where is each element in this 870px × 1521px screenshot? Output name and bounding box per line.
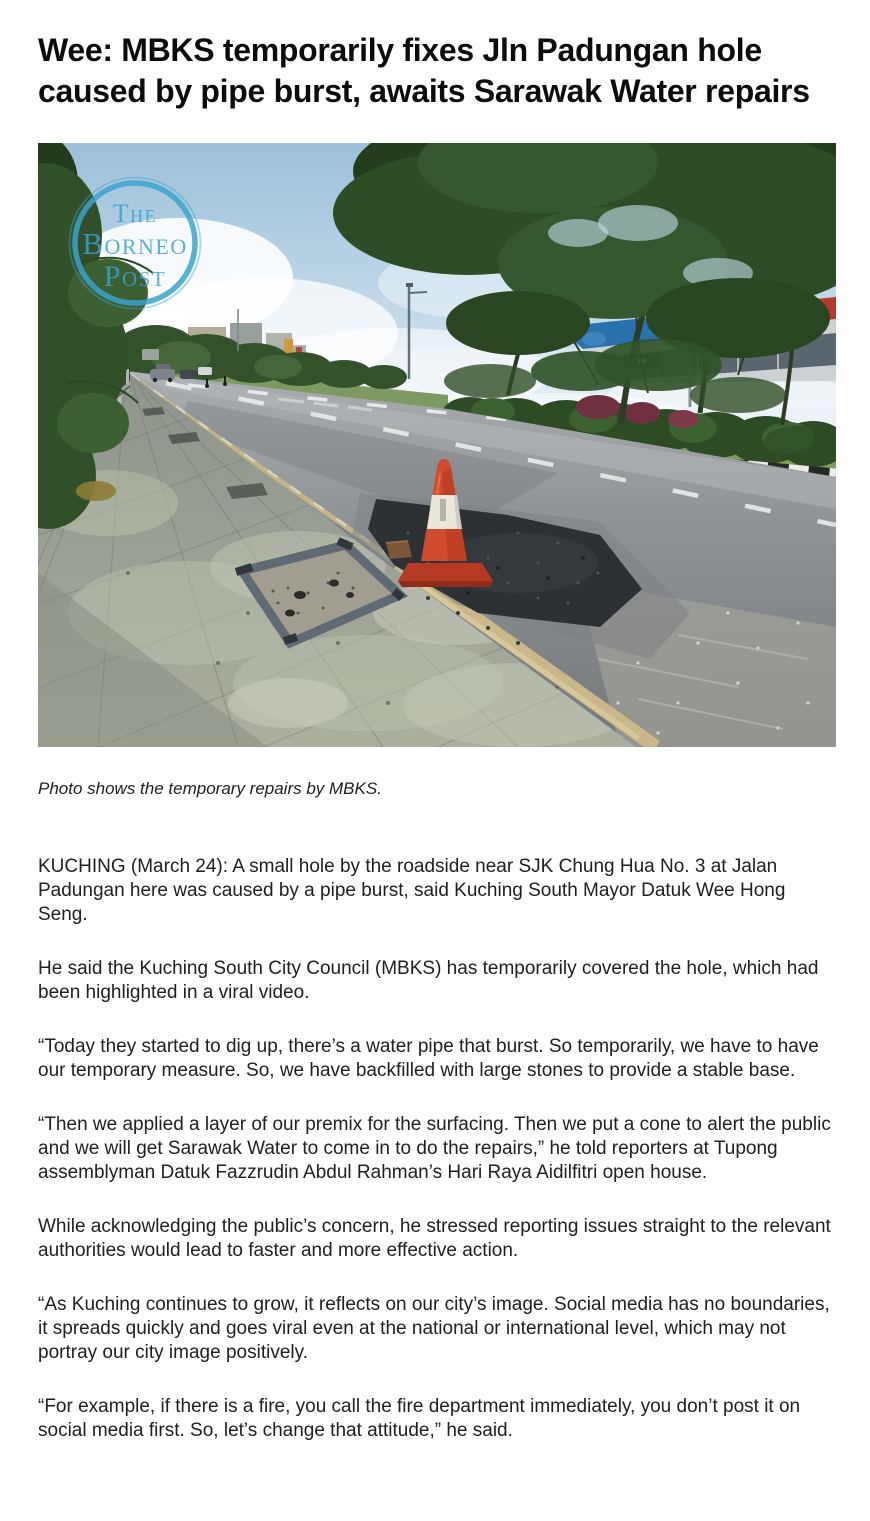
- article-paragraph: “Then we applied a layer of our premix for the surfacing. Then we put a cone to alert the public and we will get Sarawak Water to come in to do the repairs,” he told reporters at Tupong assemblyman Datuk Fazzrudin Abdul Rahman’s Hari Raya Aidilfitri open house.: [38, 1114, 831, 1183]
- article-paragraph: “For example, if there is a fire, you call the fire department immediately, you don’t post it on social media first. So, let’s change that attitude,” he said.: [38, 1396, 801, 1441]
- watermark-line-2: Borneo: [82, 226, 188, 261]
- article-paragraph: “As Kuching continues to grow, it reflects on our city’s image. Social media has no boundaries, it spreads quickly and goes viral even at the national or international level, which may not portray our city image positively.: [38, 1294, 830, 1363]
- photo-caption: Photo shows the temporary repairs by MBKS.: [38, 779, 382, 798]
- article-paragraph: “Today they started to dig up, there’s a water pipe that burst. So temporarily, we have to have our temporary measure. So, we have backfilled with large stones to provide a stable base.: [38, 1036, 819, 1081]
- article-paragraph: KUCHING (March 24): A small hole by the roadside near SJK Chung Hua No. 3 at Jalan Padungan here was caused by a pipe burst, said Kuching South Mayor Datuk Wee Hong Seng.: [38, 856, 786, 925]
- watermark-line-3: Post: [103, 260, 167, 293]
- article-paragraph: While acknowledging the public’s concern, he stressed reporting issues straight to the relevant authorities would lead to faster and more effective action.: [38, 1216, 831, 1261]
- watermark-line-1: The: [112, 199, 158, 228]
- article-page: [38, 30, 836, 1443]
- article-headline: Wee: MBKS temporarily fixes Jln Padungan hole caused by pipe burst, awaits Sarawak Water repairs: [38, 32, 810, 109]
- article-photo: [38, 143, 836, 747]
- article-paragraph: He said the Kuching South City Council (MBKS) has temporarily covered the hole, which had been highlighted in a viral video.: [38, 958, 819, 1003]
- article-figure: [38, 143, 836, 799]
- article-body: [38, 855, 836, 1443]
